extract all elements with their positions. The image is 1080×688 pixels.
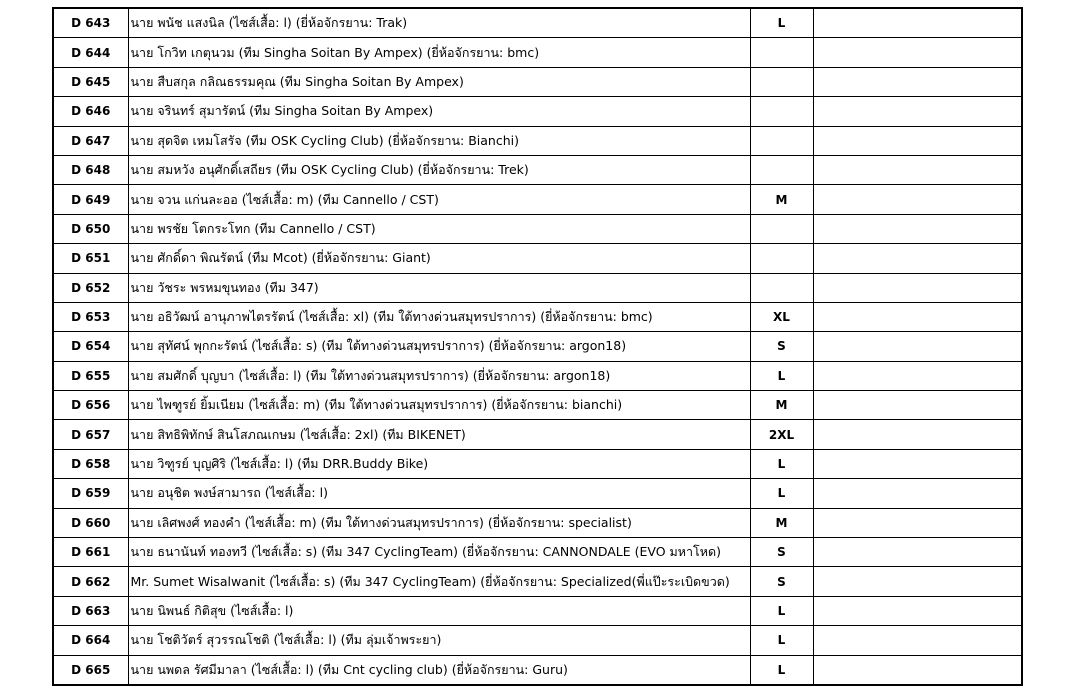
rider-details-cell: นาย จรินทร์ สุมารัตน์ (ทีม Singha Soitan By Ampex) (128, 97, 750, 126)
rider-code-cell: D 664 (53, 626, 128, 655)
empty-cell (813, 508, 1022, 537)
table-row (53, 479, 1022, 508)
table-row (53, 449, 1022, 478)
empty-cell (813, 38, 1022, 67)
empty-cell (813, 626, 1022, 655)
empty-cell (813, 332, 1022, 361)
empty-cell (813, 655, 1022, 685)
rider-details-cell: นาย อธิวัฒน์ อานุภาพไตรรัตน์ (ไซส์เสื้อ: xl) (ทีม ใต้ทางด่วนสมุทรปราการ) (ยี่ห้อจักรยาน: bmc) (128, 302, 750, 331)
table-row (53, 244, 1022, 273)
rider-code-cell: D 649 (53, 185, 128, 214)
roster-body (53, 8, 1022, 685)
rider-details-cell: นาย สุดจิต เหมโสรัจ (ทีม OSK Cycling Club) (ยี่ห้อจักรยาน: Bianchi) (128, 126, 750, 155)
rider-code-cell: D 653 (53, 302, 128, 331)
rider-code-cell: D 647 (53, 126, 128, 155)
rider-details-cell: นาย สิทธิพิทักษ์ สินโสภณเกษม (ไซส์เสื้อ: 2xl) (ทีม BIKENET) (128, 420, 750, 449)
shirt-size-cell: M (750, 185, 813, 214)
shirt-size-cell: S (750, 332, 813, 361)
shirt-size-cell: XL (750, 302, 813, 331)
shirt-size-cell: L (750, 655, 813, 685)
empty-cell (813, 361, 1022, 390)
rider-code-cell: D 655 (53, 361, 128, 390)
shirt-size-cell (750, 214, 813, 243)
table-row (53, 302, 1022, 331)
table-row (53, 67, 1022, 96)
rider-details-cell: นาย อนุชิต พงษ์สามารถ (ไซส์เสื้อ: l) (128, 479, 750, 508)
empty-cell (813, 538, 1022, 567)
rider-code-cell: D 648 (53, 155, 128, 184)
empty-cell (813, 155, 1022, 184)
rider-code-cell: D 660 (53, 508, 128, 537)
empty-cell (813, 596, 1022, 625)
shirt-size-cell: M (750, 391, 813, 420)
rider-code-cell: D 643 (53, 8, 128, 38)
rider-details-cell: Mr. Sumet Wisalwanit (ไซส์เสื้อ: s) (ทีม 347 CyclingTeam) (ยี่ห้อจักรยาน: Specialized(พี่แป๊ะระเบิดขวด) (128, 567, 750, 596)
shirt-size-cell (750, 67, 813, 96)
shirt-size-cell: L (750, 8, 813, 38)
empty-cell (813, 185, 1022, 214)
table-row (53, 361, 1022, 390)
table-row (53, 391, 1022, 420)
table-row (53, 332, 1022, 361)
shirt-size-cell: L (750, 361, 813, 390)
table-row (53, 126, 1022, 155)
rider-details-cell: นาย ไพฑูรย์ ยิ้มเนียม (ไซส์เสื้อ: m) (ทีม ใต้ทางด่วนสมุทรปราการ) (ยี่ห้อจักรยาน: bianchi) (128, 391, 750, 420)
shirt-size-cell (750, 126, 813, 155)
rider-code-cell: D 658 (53, 449, 128, 478)
rider-code-cell: D 645 (53, 67, 128, 96)
rider-details-cell: นาย สุทัศน์ พุกกะรัตน์ (ไซส์เสื้อ: s) (ทีม ใต้ทางด่วนสมุทรปราการ) (ยี่ห้อจักรยาน: argon18) (128, 332, 750, 361)
shirt-size-cell: 2XL (750, 420, 813, 449)
participant-roster-table (52, 7, 1023, 686)
rider-code-cell: D 662 (53, 567, 128, 596)
rider-code-cell: D 651 (53, 244, 128, 273)
table-row (53, 626, 1022, 655)
rider-details-cell: นาย วิฑูรย์ บุญศิริ (ไซส์เสื้อ: l) (ทีม DRR.Buddy Bike) (128, 449, 750, 478)
rider-code-cell: D 659 (53, 479, 128, 508)
empty-cell (813, 244, 1022, 273)
shirt-size-cell: M (750, 508, 813, 537)
rider-details-cell: นาย ศักดิ์ดา พิณรัตน์ (ทีม Mcot) (ยี่ห้อจักรยาน: Giant) (128, 244, 750, 273)
rider-details-cell: นาย พนัช แสงนิล (ไซส์เสื้อ: l) (ยี่ห้อจักรยาน: Trak) (128, 8, 750, 38)
rider-code-cell: D 665 (53, 655, 128, 685)
empty-cell (813, 479, 1022, 508)
table-row (53, 567, 1022, 596)
table-row (53, 538, 1022, 567)
shirt-size-cell (750, 38, 813, 67)
shirt-size-cell: L (750, 626, 813, 655)
rider-details-cell: นาย ธนานันท์ ทองทวี (ไซส์เสื้อ: s) (ทีม 347 CyclingTeam) (ยี่ห้อจักรยาน: CANNONDALE (EVO มหาโหด) (128, 538, 750, 567)
shirt-size-cell (750, 273, 813, 302)
table-row (53, 596, 1022, 625)
shirt-size-cell: L (750, 596, 813, 625)
rider-code-cell: D 644 (53, 38, 128, 67)
empty-cell (813, 567, 1022, 596)
shirt-size-cell: S (750, 567, 813, 596)
rider-details-cell: นาย สมศักดิ์ บุญบา (ไซส์เสื้อ: l) (ทีม ใต้ทางด่วนสมุทรปราการ) (ยี่ห้อจักรยาน: argon18) (128, 361, 750, 390)
rider-details-cell: นาย สืบสกุล กลิณธรรมคุณ (ทีม Singha Soitan By Ampex) (128, 67, 750, 96)
rider-details-cell: นาย วัชระ พรหมขุนทอง (ทีม 347) (128, 273, 750, 302)
rider-code-cell: D 652 (53, 273, 128, 302)
table-row (53, 273, 1022, 302)
rider-code-cell: D 661 (53, 538, 128, 567)
table-row (53, 185, 1022, 214)
rider-code-cell: D 650 (53, 214, 128, 243)
empty-cell (813, 302, 1022, 331)
empty-cell (813, 449, 1022, 478)
rider-details-cell: นาย พรชัย โตกระโทก (ทีม Cannello / CST) (128, 214, 750, 243)
table-row (53, 8, 1022, 38)
table-row (53, 420, 1022, 449)
table-row (53, 214, 1022, 243)
empty-cell (813, 420, 1022, 449)
empty-cell (813, 67, 1022, 96)
empty-cell (813, 273, 1022, 302)
rider-code-cell: D 654 (53, 332, 128, 361)
shirt-size-cell: L (750, 479, 813, 508)
table-row (53, 155, 1022, 184)
rider-details-cell: นาย จวน แก่นละออ (ไซส์เสื้อ: m) (ทีม Cannello / CST) (128, 185, 750, 214)
empty-cell (813, 391, 1022, 420)
table-row (53, 655, 1022, 685)
rider-code-cell: D 663 (53, 596, 128, 625)
empty-cell (813, 8, 1022, 38)
empty-cell (813, 126, 1022, 155)
shirt-size-cell: S (750, 538, 813, 567)
rider-code-cell: D 656 (53, 391, 128, 420)
empty-cell (813, 214, 1022, 243)
empty-cell (813, 97, 1022, 126)
rider-details-cell: นาย เลิศพงศ์ ทองคำ (ไซส์เสื้อ: m) (ทีม ใต้ทางด่วนสมุทรปราการ) (ยี่ห้อจักรยาน: specialist) (128, 508, 750, 537)
shirt-size-cell (750, 97, 813, 126)
table-row (53, 508, 1022, 537)
table-row (53, 97, 1022, 126)
table-row (53, 38, 1022, 67)
shirt-size-cell: L (750, 449, 813, 478)
rider-details-cell: นาย โกวิท เกตุนวม (ทีม Singha Soitan By Ampex) (ยี่ห้อจักรยาน: bmc) (128, 38, 750, 67)
rider-details-cell: นาย สมหวัง อนุศักดิ์เสถียร (ทีม OSK Cycling Club) (ยี่ห้อจักรยาน: Trek) (128, 155, 750, 184)
rider-details-cell: นาย โชติวัตร์ สุวรรณโชติ (ไซส์เสื้อ: l) (ทีม ลุ่มเจ้าพระยา) (128, 626, 750, 655)
rider-code-cell: D 646 (53, 97, 128, 126)
shirt-size-cell (750, 155, 813, 184)
rider-code-cell: D 657 (53, 420, 128, 449)
rider-details-cell: นาย นิพนธ์ กิติสุข (ไซส์เสื้อ: l) (128, 596, 750, 625)
shirt-size-cell (750, 244, 813, 273)
rider-details-cell: นาย นพดล รัศมีมาลา (ไซส์เสื้อ: l) (ทีม Cnt cycling club) (ยี่ห้อจักรยาน: Guru) (128, 655, 750, 685)
